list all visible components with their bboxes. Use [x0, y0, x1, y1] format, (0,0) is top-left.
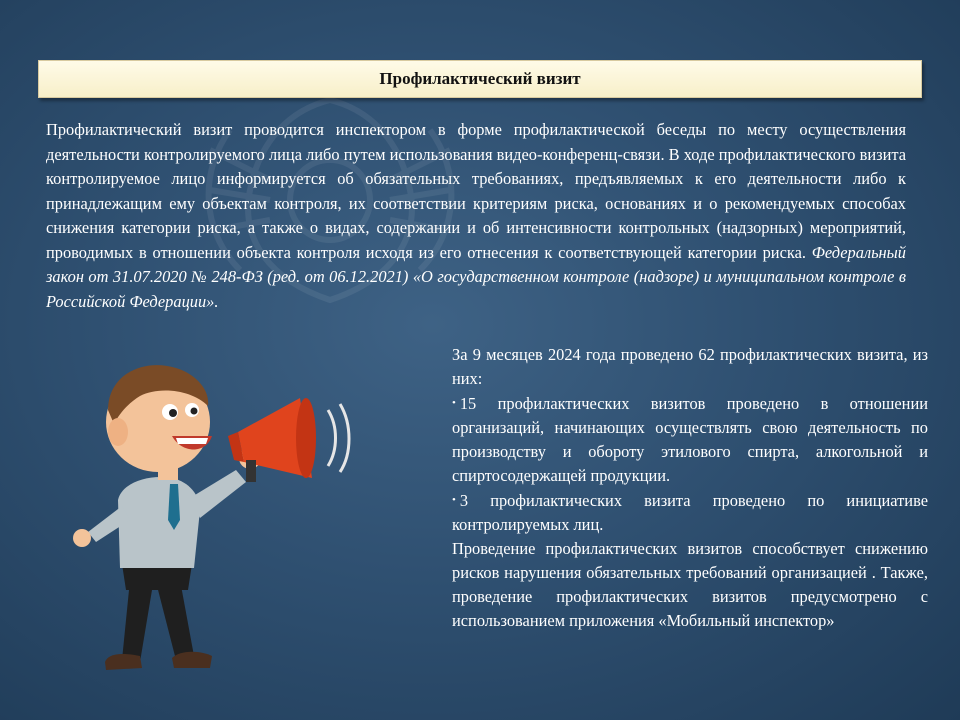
intro-body: Профилактический визит проводится инспектором в форме профилактической беседы по месту осуществления деятельности контролируемого лица либо путем использования видео-конференц-связи. В ходе профилактического визита контролируемое лицо информируется об обязательных требованиях, предъявляемых к его деятельности либо к принадлежащим ему объектам контроля, их соответствии критериям риска, основаниях и о рекомендуемых способах снижения категории риска, а также о видах, содержании и об интенсивности контрольных (надзорных) мероприятий, проводимых в отношении объекта контроля исходя из его отнесения к соответствующей категории риска.	[46, 120, 906, 262]
intro-paragraph	[46, 118, 906, 314]
law-citation: Федеральный закон от 31.07.2020 № 248-ФЗ (ред. от 06.12.2021) «О государственном контроле (надзоре) и муниципальном контроле в Российской Федерации».	[46, 242, 906, 311]
stats-bullet-2	[452, 488, 928, 537]
bullet-icon: •	[452, 397, 456, 409]
stats-bullet-2-text: 3 профилактических визита проведено по инициативе контролируемых лиц.	[452, 491, 928, 534]
stats-conclusion: Проведение профилактических визитов способствует снижению рисков нарушения обязательных требований организацией . Также, проведение профилактических визитов предусмотрено с использованием приложения «Мобильный инспектор»	[452, 539, 928, 630]
man-with-megaphone-icon	[60, 350, 360, 680]
title-bar	[38, 60, 922, 98]
stats-summary: За 9 месяцев 2024 года проведено 62 профилактических визита, из них:	[452, 345, 928, 388]
stats-column	[452, 343, 928, 633]
stats-bullet-1	[452, 391, 928, 488]
bullet-icon: •	[452, 494, 456, 506]
stats-bullet-1-text: 15 профилактических визитов проведено в отношении организаций, начинающих осуществлять свою деятельность по производству и обороту этилового спирта, алкогольной и спиртосодержащей продукции.	[452, 394, 928, 485]
page-title: Профилактический визит	[379, 69, 581, 88]
